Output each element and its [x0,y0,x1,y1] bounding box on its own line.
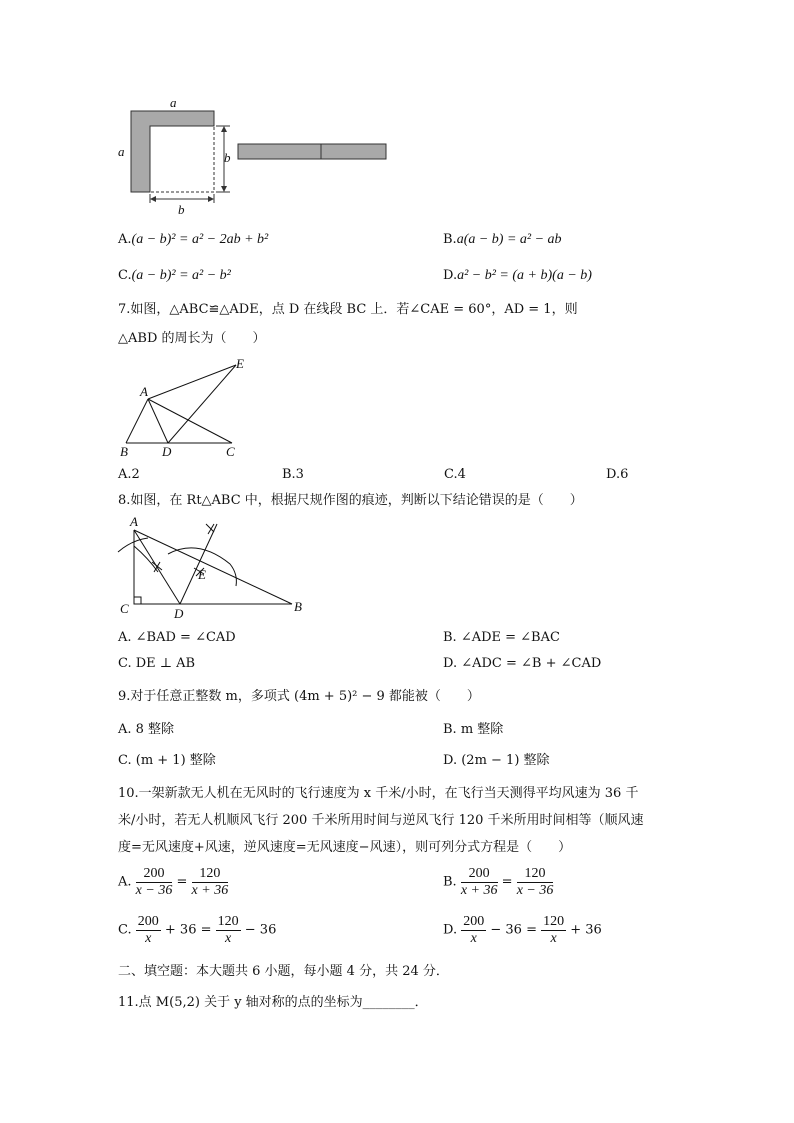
q8-label-a: A [130,514,138,529]
q10-option-d[interactable]: D. $\frac{200}{x}$ − 36 = $\frac{120}{x}$ + 36 [443,914,602,946]
q7-option-a[interactable]: A.2 [118,467,140,482]
q10-stem-line3: 度=无风速度+风速，逆风速度=无风速度−风速），则可列分式方程是（ ） [118,840,572,855]
q7-option-c[interactable]: C.4 [444,467,466,482]
q8-label-b: B [294,599,302,614]
q8-stem: 8.如图，在 Rt△ABC 中，根据尺规作图的痕迹，判断以下结论错误的是（ ） [118,493,583,508]
q8-option-c[interactable]: C. DE ⊥ AB [118,656,196,671]
q6-option-a[interactable]: A.(a − b)² = a² − 2ab + b² [118,232,269,247]
q8-option-a[interactable]: A. ∠BAD = ∠CAD [118,630,236,645]
q9-option-c[interactable]: C. (m + 1) 整除 [118,753,216,768]
q10-option-c[interactable]: C. $\frac{200}{x}$ + 36 = $\frac{120}{x}$ − 36 [118,914,277,946]
label-b-right: b [224,150,231,165]
q7-option-b[interactable]: B.3 [282,467,304,482]
q9-option-b[interactable]: B. m 整除 [443,722,504,737]
q8-label-c: C [120,601,129,616]
q8-label-d: D [174,606,184,621]
q7-label-e: E [236,356,244,371]
q8-option-d[interactable]: D. ∠ADC = ∠B + ∠CAD [443,656,602,671]
q7-option-d[interactable]: D.6 [606,467,629,482]
label-a-top: a [170,95,177,110]
q9-option-a[interactable]: A. 8 整除 [118,722,175,737]
q10-option-a[interactable]: A. $\frac{200}{x - 36}$ = $\frac{120}{x + 36}$ [118,866,229,898]
q11-stem: 11.点 M(5,2) 关于 y 轴对称的点的坐标为________． [118,995,428,1010]
q7-stem-line1: 7.如图，△ABC≌△ADE，点 D 在线段 BC 上．若∠CAE = 60°，AD = 1，则 [118,302,578,317]
q6-option-c[interactable]: C.(a − b)² = a² − b² [118,268,231,283]
q10-option-b[interactable]: B. $\frac{200}{x + 36}$ = $\frac{120}{x - 36}$ [443,866,554,898]
label-b-bottom: b [178,202,185,217]
q9-stem: 9.对于任意正整数 m，多项式 (4m + 5)² − 9 都能被（ ） [118,689,480,704]
q6-option-d[interactable]: D.a² − b² = (a + b)(a − b) [443,268,592,283]
q8-triangle-diagram [114,512,314,622]
q7-triangle-diagram [114,356,264,460]
q7-label-b: B [120,444,128,459]
square-diagram [112,95,402,220]
q7-stem-line2: △ABD 的周长为（ ） [118,331,266,346]
q8-option-b[interactable]: B. ∠ADE = ∠BAC [443,630,560,645]
q10-stem-line2: 米/小时，若无人机顺风飞行 200 千米所用时间与逆风飞行 120 千米所用时间相等（顺风速 [118,813,644,828]
q7-label-c: C [226,444,235,459]
q7-label-d: D [162,444,172,459]
q9-option-d[interactable]: D. (2m − 1) 整除 [443,753,550,768]
q10-stem-line1: 10.一架新款无人机在无风时的飞行速度为 x 千米/小时，在飞行当天测得平均风速为 36 千 [118,786,639,801]
q7-label-a: A [140,384,148,399]
q8-label-e: E [198,567,206,582]
q6-option-b[interactable]: B.a(a − b) = a² − ab [443,232,562,247]
section-2-heading: 二、填空题：本大题共 6 小题，每小题 4 分，共 24 分． [118,964,449,979]
label-a-left: a [118,144,125,159]
